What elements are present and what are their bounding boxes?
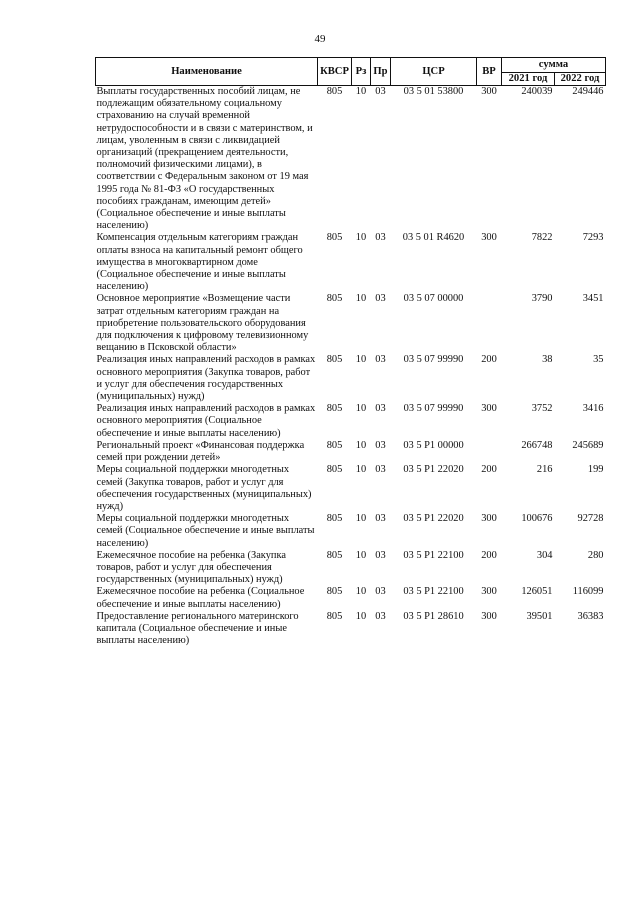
cell-2022: 116099 (572, 586, 604, 598)
cell-2021: 3790 (531, 293, 553, 305)
table-body (96, 86, 606, 648)
cell-2021: 39501 (526, 610, 553, 622)
cell-name: Реализация иных направлений расходов в рамках основного мероприятия (Социальное обеспечение и иные выплаты населению) (96, 403, 316, 439)
budget-table (95, 57, 606, 647)
header-sum: сумма (502, 58, 606, 73)
table-row (96, 550, 606, 587)
cell-csr: 03 5 01 R4620 (402, 232, 465, 244)
cell-pr: 03 (375, 293, 386, 305)
cell-pr: 03 (375, 464, 386, 476)
cell-csr: 03 5 P1 00000 (403, 439, 464, 451)
header-year-2022: 2022 год (555, 73, 606, 86)
cell-pr: 03 (375, 86, 386, 97)
cell-name: Региональный проект «Финансовая поддержка семей при рождении детей» (96, 439, 305, 464)
table-row (96, 293, 606, 354)
cell-vr: 300 (481, 586, 497, 598)
cell-rz: 10 (355, 403, 367, 415)
cell-kvsr: 805 (326, 549, 343, 561)
cell-2022: 92728 (577, 513, 604, 525)
page-number: 49 (314, 33, 326, 45)
cell-csr: 03 5 P1 22100 (403, 549, 464, 561)
cell-csr: 03 5 P1 22100 (403, 586, 464, 598)
cell-name: Реализация иных направлений расходов в рамках основного мероприятия (Закупка товаров, работ и услуг для обеспечения государственных (муниципальных) нужд) (96, 354, 316, 403)
cell-pr: 03 (375, 232, 386, 244)
cell-vr: 300 (481, 232, 497, 244)
cell-kvsr: 805 (326, 86, 343, 97)
cell-csr: 03 5 01 53800 (403, 86, 464, 97)
cell-kvsr: 805 (326, 232, 343, 244)
table-row (96, 513, 606, 550)
cell-2022: 3416 (582, 403, 604, 415)
header-pr: Пр (371, 58, 391, 86)
cell-vr: 200 (481, 464, 497, 476)
cell-rz: 10 (355, 586, 367, 598)
cell-2021: 7822 (531, 232, 553, 244)
cell-pr: 03 (375, 586, 386, 598)
cell-vr: 300 (481, 86, 497, 97)
cell-pr: 03 (375, 354, 386, 366)
table-row (96, 464, 606, 513)
cell-kvsr: 805 (326, 610, 343, 622)
cell-2022: 7293 (582, 232, 604, 244)
cell-2022: 280 (587, 549, 604, 561)
cell-kvsr: 805 (326, 293, 343, 305)
header-name: Наименование (96, 58, 318, 86)
cell-name: Меры социальной поддержки многодетных семей (Закупка товаров, работ и услуг для обеспечения государственных (муниципальных) нужд) (96, 464, 312, 512)
table-row (96, 403, 606, 440)
cell-2022: 35 (593, 354, 604, 366)
cell-name: Выплаты государственных пособий лицам, не подлежащим обязательному социальному страхованию на случай временной нетрудоспособности и в связи с материнством, и лицам, уволенным в связи с ликвидацией организаций (прекращением деятельности, полномочий физическими лицами), в соответствии с Федеральным законом от 19 мая 1995 года № 81-ФЗ «О государственных пособиях гражданам, имеющим детей» (Социальное обеспечение и иные выплаты населению) (96, 86, 313, 232)
cell-name: Компенсация отдельным категориям граждан оплаты взноса на капитальный ремонт общего имущества в многоквартирном доме (Социальное обеспечение и иные выплаты населению) (96, 232, 303, 293)
cell-csr: 03 5 P1 22020 (403, 464, 464, 476)
cell-vr: 300 (481, 403, 497, 415)
cell-kvsr: 805 (326, 513, 343, 525)
cell-kvsr: 805 (326, 354, 343, 366)
header-csr: ЦСР (391, 58, 477, 86)
table-row (96, 440, 606, 464)
cell-rz: 10 (355, 549, 367, 561)
cell-2021: 304 (536, 549, 553, 561)
cell-rz: 10 (355, 293, 367, 305)
cell-2022: 249446 (572, 86, 604, 97)
header-vr: ВР (477, 58, 502, 86)
cell-2021: 266748 (521, 439, 553, 451)
cell-vr (477, 440, 502, 464)
cell-csr: 03 5 P1 22020 (403, 513, 464, 525)
header-kvsr: КВСР (318, 58, 352, 86)
cell-name: Ежемесячное пособие на ребенка (Закупка товаров, работ и услуг для обеспечения государственных (муниципальных) нужд) (96, 549, 286, 586)
cell-csr: 03 5 07 00000 (403, 293, 464, 305)
cell-rz: 10 (355, 610, 367, 622)
cell-pr: 03 (375, 549, 386, 561)
cell-rz: 10 (355, 464, 367, 476)
cell-name: Основное мероприятие «Возмещение части затрат отдельным категориям граждан на приобретение пользовательского оборудования для подключения к цифровому телевизионному вещанию в Псковской области» (96, 293, 309, 354)
cell-pr: 03 (375, 513, 386, 525)
table-header (96, 58, 606, 86)
cell-name: Меры социальной поддержки многодетных семей (Социальное обеспечение и иные выплаты населению) (96, 513, 315, 549)
header-year-2021: 2021 год (502, 73, 555, 86)
table-row (96, 611, 606, 648)
table-row (96, 86, 606, 233)
cell-2022: 245689 (572, 439, 604, 451)
cell-name: Ежемесячное пособие на ребенка (Социальное обеспечение и иные выплаты населению) (96, 586, 305, 610)
cell-2021: 100676 (521, 513, 553, 525)
cell-rz: 10 (355, 439, 367, 451)
cell-pr: 03 (375, 403, 386, 415)
cell-rz: 10 (355, 354, 367, 366)
cell-rz: 10 (355, 513, 367, 525)
cell-csr: 03 5 P1 28610 (403, 610, 464, 622)
cell-vr: 200 (481, 354, 497, 366)
cell-2021: 3752 (531, 403, 553, 415)
cell-2021: 126051 (521, 586, 553, 598)
header-rz: Рз (352, 58, 371, 86)
table-row (96, 232, 606, 293)
cell-vr: 200 (481, 549, 497, 561)
cell-2021: 240039 (521, 86, 553, 97)
cell-2022: 199 (587, 464, 604, 476)
cell-vr: 300 (481, 610, 497, 622)
cell-kvsr: 805 (326, 464, 343, 476)
table-row (96, 354, 606, 403)
cell-rz: 10 (355, 86, 367, 97)
cell-csr: 03 5 07 99990 (403, 403, 464, 415)
cell-kvsr: 805 (326, 439, 343, 451)
cell-csr: 03 5 07 99990 (403, 354, 464, 366)
cell-pr: 03 (375, 439, 386, 451)
cell-pr: 03 (375, 610, 386, 622)
cell-2021: 38 (542, 354, 553, 366)
cell-vr (477, 293, 502, 354)
cell-kvsr: 805 (326, 586, 343, 598)
cell-2022: 3451 (582, 293, 604, 305)
cell-rz: 10 (355, 232, 367, 244)
table-row (96, 586, 606, 610)
cell-kvsr: 805 (326, 403, 343, 415)
cell-name: Предоставление регионального материнского капитала (Социальное обеспечение и иные выплаты населению) (96, 610, 299, 647)
cell-vr: 300 (481, 513, 497, 525)
cell-2021: 216 (536, 464, 553, 476)
cell-2022: 36383 (577, 610, 604, 622)
